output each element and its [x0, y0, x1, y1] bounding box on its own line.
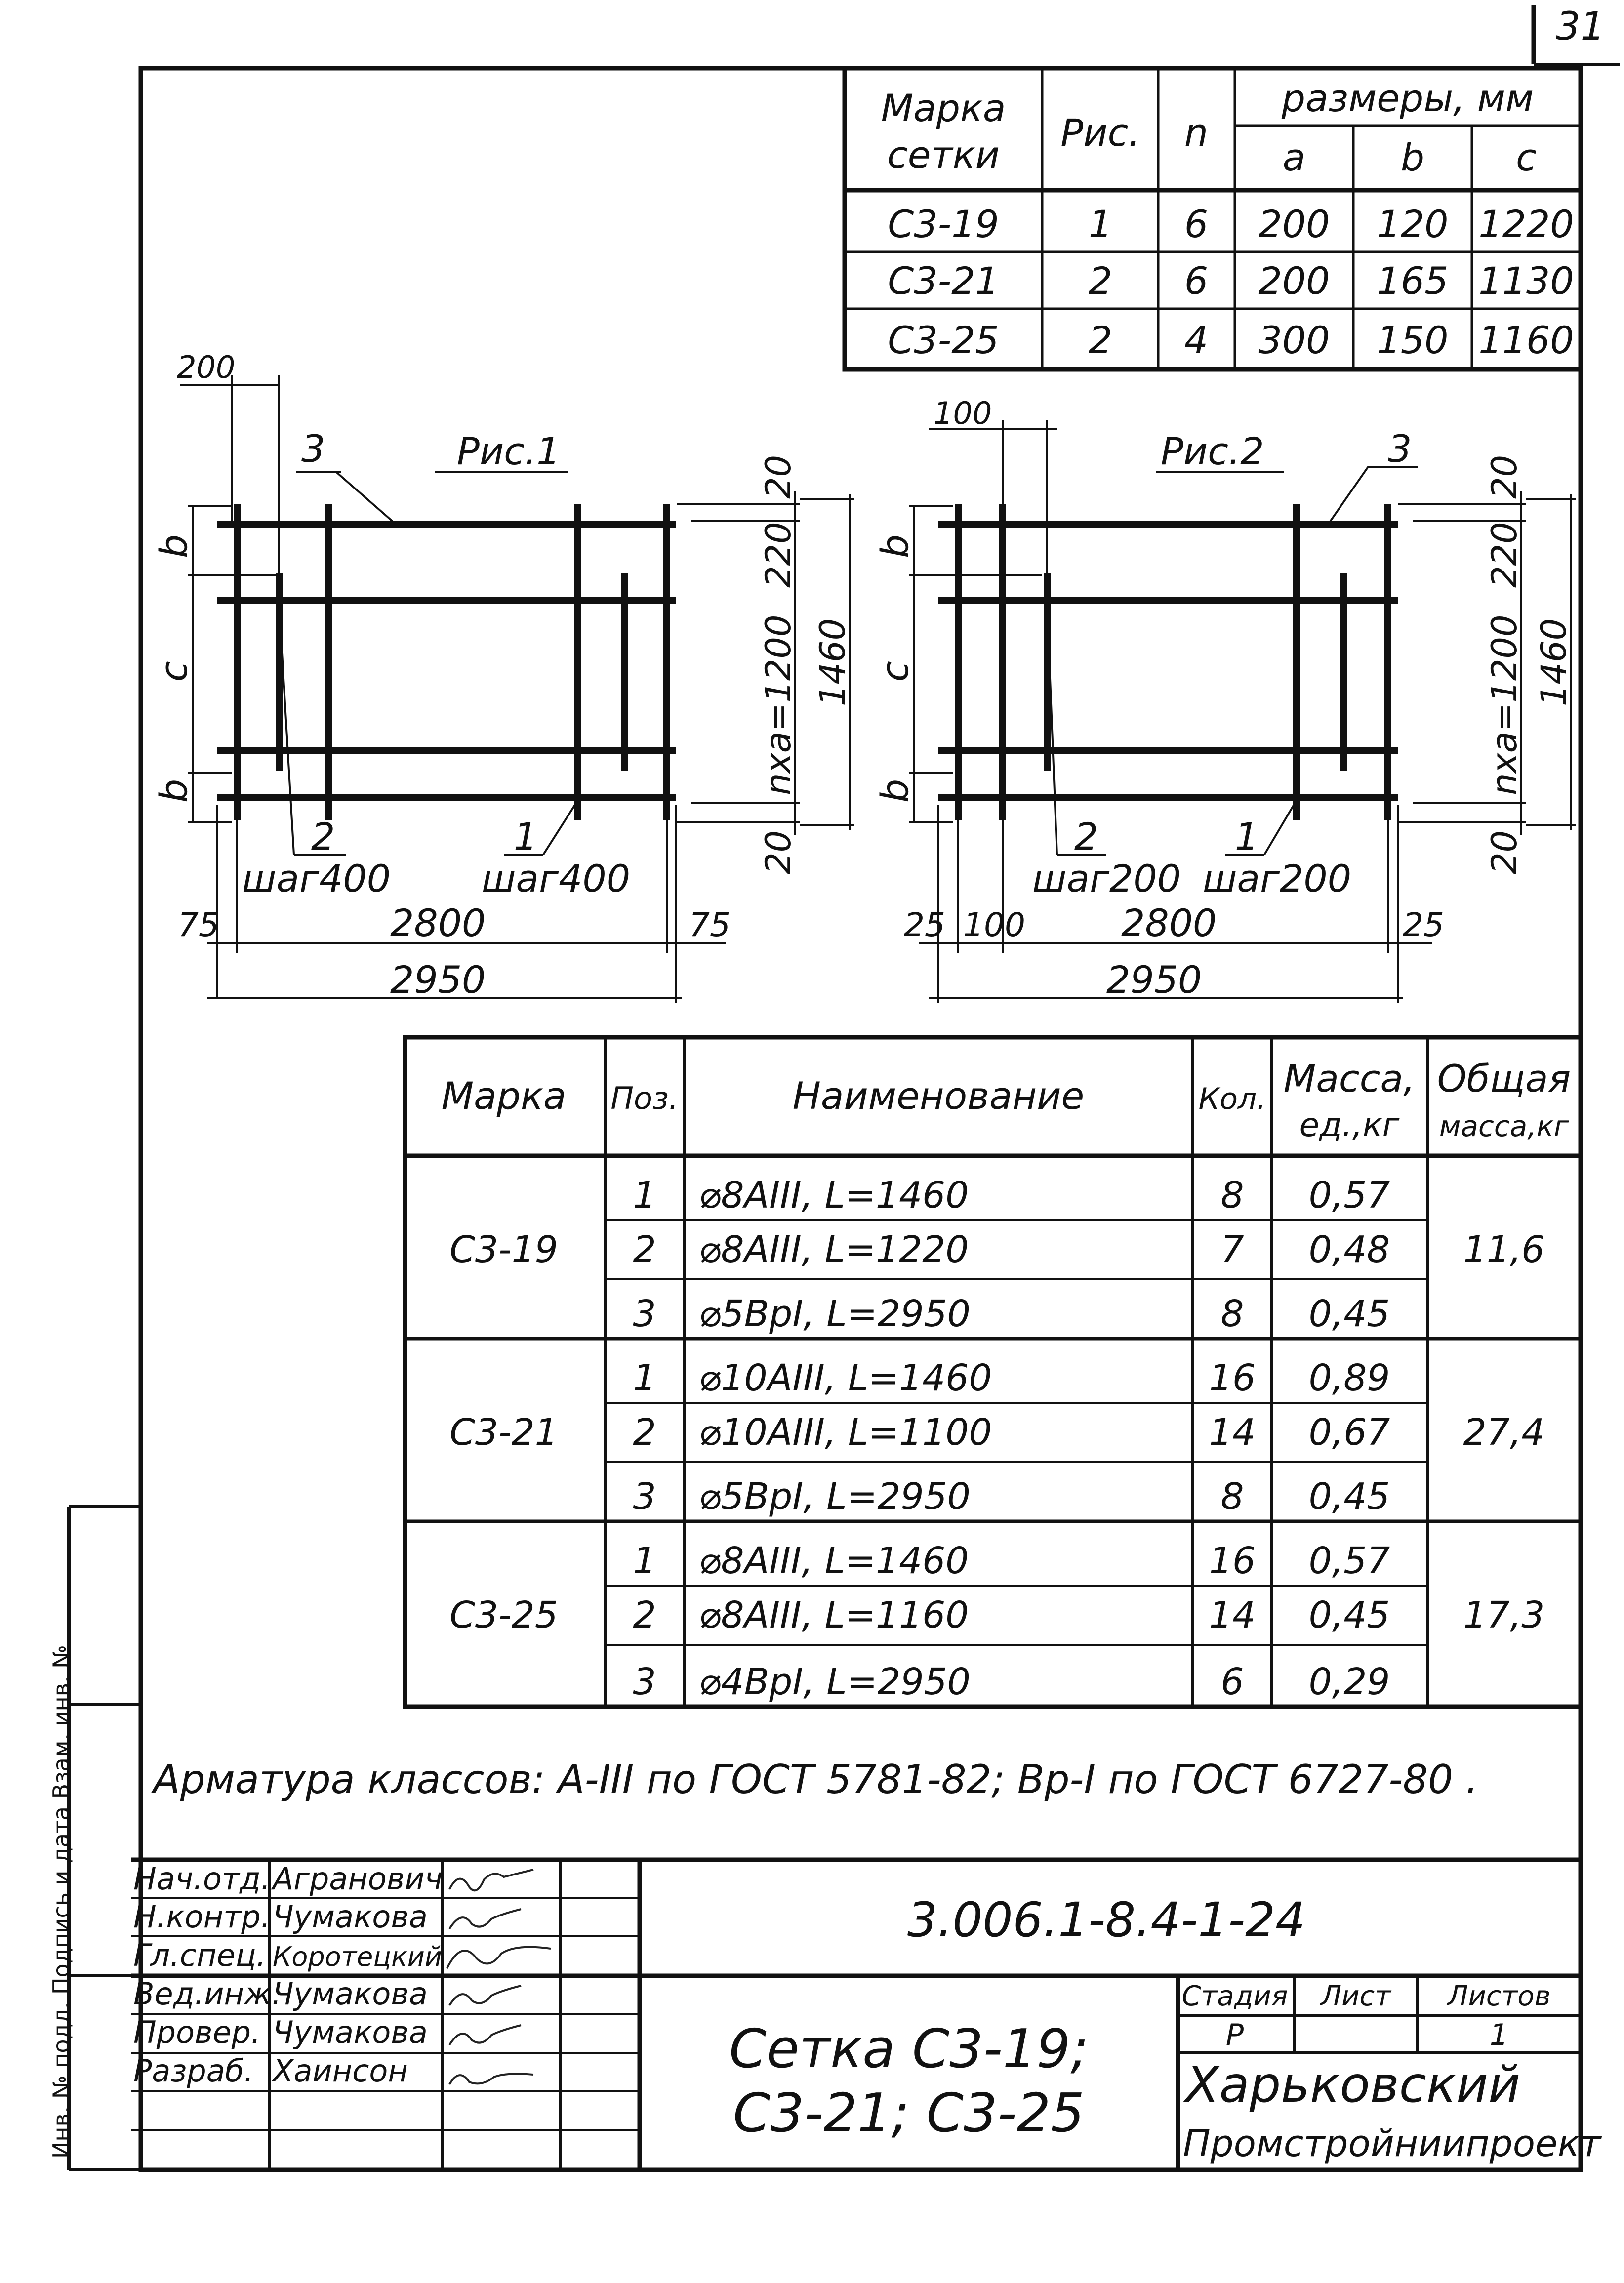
spec-g2-r1-name: ⌀10AIII, L=1460 [699, 1357, 992, 1399]
fig2-step2: шаг200 [1032, 856, 1181, 900]
spec-g2-r3-mass: 0,45 [1308, 1475, 1390, 1518]
fig2-labels [873, 395, 1574, 1002]
fig1-labels [152, 349, 853, 1002]
fig1-step1: шаг400 [482, 856, 631, 900]
spec-header-mass1: Масса, [1283, 1057, 1416, 1101]
dims-row-3-b: 150 [1377, 318, 1449, 362]
fig2-pos1: 1 [1235, 815, 1259, 858]
spec-g3-r3-pos: 3 [633, 1661, 656, 1703]
dims-header-c: c [1516, 135, 1537, 179]
dims-row-3-a: 300 [1258, 318, 1330, 362]
spec-header-pos: Поз. [610, 1080, 679, 1116]
signature-1 [449, 1870, 533, 1890]
spec-g3-r2-mass: 0,45 [1308, 1594, 1390, 1636]
signature-4 [449, 1986, 521, 2005]
document-code: 3.006.1-8.4-1-24 [907, 1892, 1306, 1948]
spec-g1-r3-pos: 3 [633, 1293, 656, 1335]
spec-header-total1: Общая [1437, 1057, 1571, 1101]
name-4: Чумакова [273, 1976, 428, 2012]
dims-table-header [881, 76, 1537, 179]
fig2-dim-total: 2950 [1106, 958, 1202, 1002]
sheets-value: 1 [1489, 2018, 1509, 2052]
sheets-label: Листов [1447, 1980, 1551, 2012]
rebar-classes-note: Арматура классов: А-III по ГОСТ 5781-82; Вр-I по ГОСТ 6727-80 . [153, 1756, 1478, 1802]
spec-g3-r2-qty: 14 [1209, 1594, 1256, 1636]
fig2-pos3: 3 [1388, 427, 1412, 471]
stage-label: Стадия [1181, 1980, 1288, 2012]
dims-row-1-mark: С3-19 [888, 202, 999, 246]
fig1-step2: шаг400 [242, 856, 391, 900]
fig1-dim-total: 2950 [390, 958, 486, 1002]
spec-header-qty: Кол. [1198, 1082, 1266, 1116]
spec-g3-r2-pos: 2 [633, 1594, 656, 1636]
dims-row-1-c: 1220 [1478, 202, 1574, 246]
spec-g1-r2-mass: 0,48 [1308, 1228, 1390, 1271]
stage-block [1182, 1980, 1602, 2165]
spec-header-name: Наименование [792, 1074, 1085, 1118]
dims-row-2-a: 200 [1258, 259, 1330, 303]
fig1-dim-top: 200 [177, 349, 236, 385]
fig2-v220: 220 [1484, 522, 1525, 588]
dims-row-3-fig: 2 [1088, 318, 1113, 362]
dims-row-3-n: 4 [1184, 318, 1209, 362]
page-number: 31 [1556, 4, 1605, 49]
fig1-v20-bot: 20 [758, 830, 799, 874]
organization-line1: Харьковский [1185, 2056, 1521, 2114]
dims-row-2-fig: 2 [1088, 259, 1113, 303]
role-3: Гл.спец. [133, 1937, 266, 1973]
name-1: Агранович [273, 1861, 443, 1897]
fig2-dim-left1: 25 [904, 906, 945, 944]
dims-header-b: b [1400, 135, 1425, 179]
fig1-v1460: 1460 [812, 618, 853, 706]
spec-g3-r1-qty: 16 [1209, 1540, 1256, 1582]
spec-g3-r1-pos: 1 [633, 1540, 656, 1582]
spec-g1-r1-mass: 0,57 [1308, 1174, 1390, 1217]
fig1-dim-right1: 75 [689, 906, 731, 944]
signature-6 [449, 2074, 533, 2084]
fig1-vnxa: nxa=1200 [758, 614, 799, 795]
fig2-dim-top: 100 [934, 395, 992, 431]
name-2: Чумакова [273, 1899, 428, 1935]
spec-body [449, 1174, 1544, 1703]
stage-value: Р [1225, 2018, 1244, 2052]
fig1-title: Рис.1 [457, 429, 561, 473]
spec-g3-r1-mass: 0,57 [1308, 1540, 1390, 1582]
spec-g1-r1-qty: 8 [1220, 1174, 1244, 1217]
spec-g2-r3-qty: 8 [1220, 1475, 1244, 1518]
dims-row-3-mark: С3-25 [888, 318, 999, 362]
role-6: Разраб. [133, 2053, 254, 2089]
dims-header-n: n [1184, 111, 1209, 155]
spec-g1-r3-name: ⌀5BpI, L=2950 [699, 1293, 971, 1335]
spec-g2-mark: С3-21 [449, 1411, 558, 1454]
dims-header-mark2: сетки [887, 133, 1000, 177]
fig1-dim-mid: 2800 [390, 901, 486, 945]
figure-1 [152, 349, 854, 1003]
spec-g3-r3-name: ⌀4BpI, L=2950 [699, 1661, 971, 1703]
spec-g2-r1-pos: 1 [633, 1357, 656, 1399]
dims-header-fig: Рис. [1060, 111, 1140, 155]
dims-row-2-mark: С3-21 [888, 259, 999, 303]
sheet-label: Лист [1321, 1980, 1391, 2012]
spec-g1-r3-qty: 8 [1220, 1293, 1244, 1335]
organization-line2: Промстройниипроект [1183, 2122, 1601, 2165]
dims-header-a: a [1282, 135, 1306, 179]
spec-g1-r3-mass: 0,45 [1308, 1293, 1390, 1335]
fig2-v20-bot: 20 [1484, 830, 1525, 874]
fig2-dim-mid: 2800 [1121, 901, 1217, 945]
spec-g1-mark: С3-19 [449, 1228, 558, 1271]
fig1-b-bot: b [152, 778, 196, 803]
dims-row-2-c: 1130 [1478, 259, 1574, 303]
drawing-title-line1: Сетка С3-19; [729, 2018, 1089, 2080]
figure-2 [873, 395, 1576, 1003]
spec-g1-r1-name: ⌀8AIII, L=1460 [699, 1174, 969, 1217]
spec-g2-r1-qty: 16 [1209, 1357, 1256, 1399]
fig2-pos2: 2 [1074, 815, 1098, 858]
spec-g1-r1-pos: 1 [633, 1174, 656, 1217]
fig1-rebars [217, 504, 676, 820]
fig2-v1460: 1460 [1534, 618, 1574, 706]
fig1-v20-top: 20 [758, 454, 799, 499]
spec-header-mark: Марка [441, 1074, 567, 1118]
signature-5 [449, 2025, 521, 2045]
fig1-pos3: 3 [301, 427, 325, 471]
spec-g2-r2-pos: 2 [633, 1411, 656, 1454]
role-4: Вед.инж. [133, 1976, 282, 2012]
spec-g2-total: 27,4 [1463, 1411, 1545, 1454]
fig2-b-bot: b [873, 778, 917, 803]
fig1-pos2: 2 [311, 815, 335, 858]
spec-header [442, 1057, 1571, 1144]
fig2-dim-left2: 100 [963, 906, 1025, 944]
dims-header-mark: Марка [881, 86, 1006, 130]
fig2-vnxa: nxa=1200 [1484, 614, 1525, 795]
name-5: Чумакова [273, 2014, 428, 2050]
spec-g2-r3-name: ⌀5BpI, L=2950 [699, 1475, 971, 1518]
drawing-title-line2: С3-21; С3-25 [733, 2082, 1085, 2144]
spec-g2-r3-pos: 3 [633, 1475, 656, 1518]
fig2-step1: шаг200 [1203, 856, 1352, 900]
spec-g1-r2-pos: 2 [633, 1228, 656, 1271]
spec-g2-r2-qty: 14 [1209, 1411, 1256, 1454]
spec-g3-mark: С3-25 [449, 1594, 558, 1636]
spec-header-total2: масса,кг [1439, 1109, 1569, 1143]
fig1-c: c [152, 661, 196, 682]
spec-g3-r3-qty: 6 [1220, 1661, 1244, 1703]
fig1-dim-left1: 75 [178, 906, 219, 944]
fig1-v220: 220 [758, 522, 799, 588]
dims-header-sizes: размеры, мм [1281, 76, 1534, 120]
spec-g3-r2-name: ⌀8AIII, L=1160 [699, 1594, 969, 1636]
spec-g1-total: 11,6 [1463, 1228, 1545, 1271]
dims-row-3-c: 1160 [1478, 318, 1574, 362]
dims-row-1-b: 120 [1377, 202, 1449, 246]
fig1-pos1: 1 [514, 815, 538, 858]
name-6: Хаинсон [273, 2053, 408, 2089]
spec-g1-r2-qty: 7 [1220, 1228, 1244, 1271]
role-5: Провер. [133, 2014, 261, 2050]
spec-table [405, 1037, 1581, 1707]
fig2-dim-right1: 25 [1403, 906, 1444, 944]
spec-g3-r3-mass: 0,29 [1308, 1661, 1390, 1703]
spec-g1-r2-name: ⌀8AIII, L=1220 [699, 1228, 969, 1271]
spec-g2-r1-mass: 0,89 [1308, 1357, 1390, 1399]
fig2-v20-top: 20 [1484, 454, 1525, 499]
spec-g2-r2-name: ⌀10AIII, L=1100 [699, 1411, 992, 1454]
fig2-title: Рис.2 [1161, 429, 1264, 473]
spec-g3-r1-name: ⌀8AIII, L=1460 [699, 1540, 969, 1582]
fig2-c: c [873, 661, 917, 682]
name-3: Коротецкий [273, 1941, 442, 1972]
dims-row-1-fig: 1 [1088, 202, 1113, 246]
fig2-rebars [938, 504, 1398, 820]
spec-header-mass2: ед.,кг [1299, 1106, 1400, 1144]
dims-row-2-n: 6 [1184, 259, 1209, 303]
dims-row-2-b: 165 [1377, 259, 1449, 303]
side-strip-text: Инв. № подл. Подпись и дата Взам. инв. № [48, 1645, 75, 2159]
spec-g2-r2-mass: 0,67 [1308, 1411, 1390, 1454]
role-2: Н.контр. [133, 1899, 271, 1935]
fig2-b-top: b [873, 534, 917, 558]
signature-2 [449, 1909, 521, 1929]
role-1: Нач.отд. [133, 1861, 271, 1897]
dims-row-1-n: 6 [1184, 202, 1209, 246]
dims-row-1-a: 200 [1258, 202, 1330, 246]
fig1-b-top: b [152, 534, 196, 558]
signature-3 [447, 1947, 551, 1968]
spec-g3-total: 17,3 [1463, 1594, 1545, 1636]
